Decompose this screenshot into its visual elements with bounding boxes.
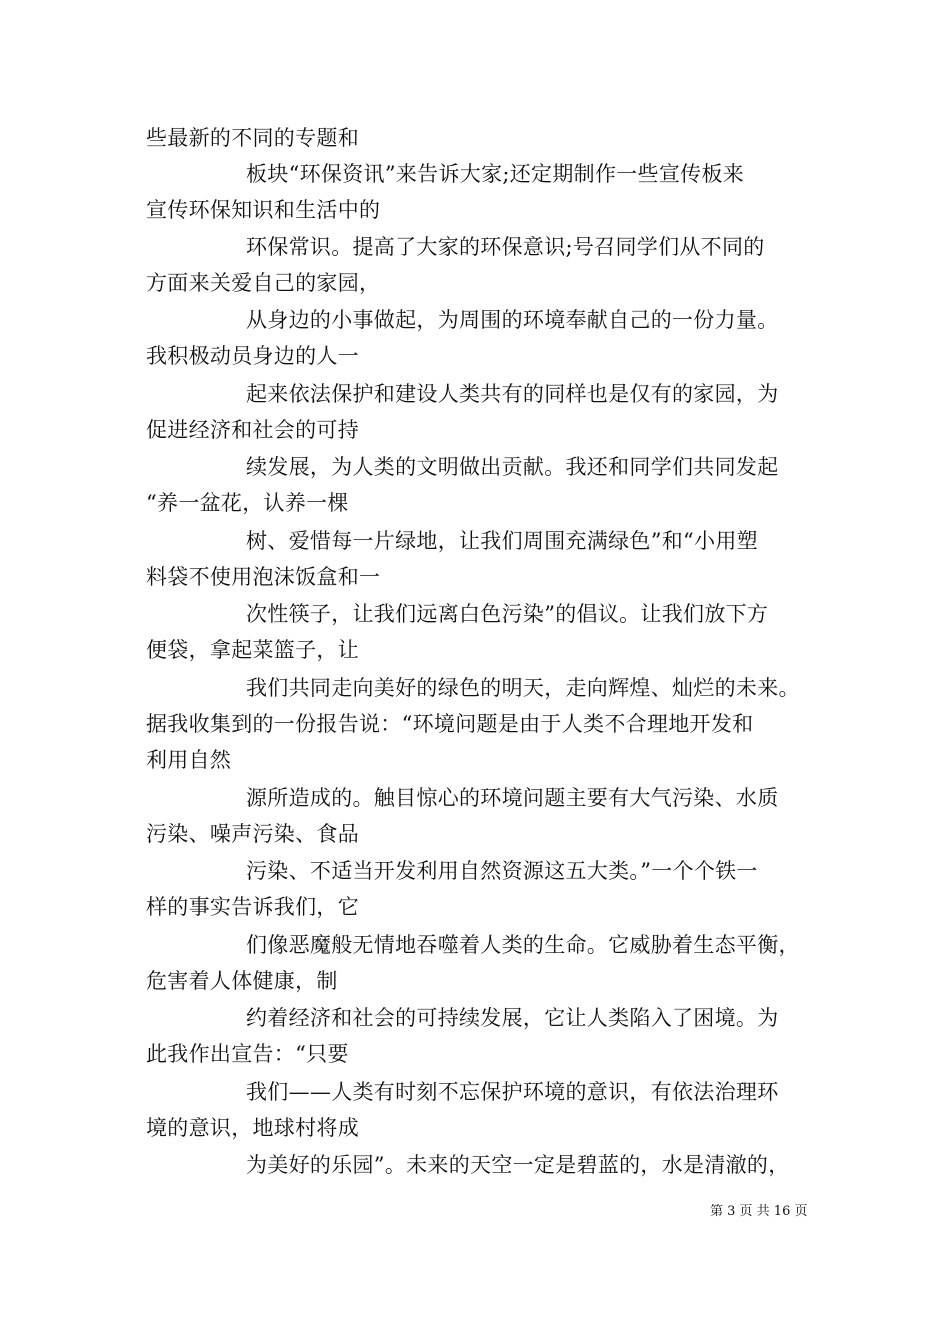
text-line: 污染、噪声污染、食品 [146,822,359,846]
text-line: 据我收集到的一份报告说：“环境问题是由于人类不合理地开发和 [146,712,754,736]
text-line: “养一盆花，认养一棵 [146,491,349,515]
text-line: 此我作出宣告：“只要 [146,1042,349,1066]
text-line: 为美好的乐园”。未来的天空一定是碧蓝的，水是清澈的， [246,1153,790,1177]
text-line: 环保常识。提高了大家的环保意识;号召同学们从不同的 [246,235,765,259]
page-number-footer: 第 3 页 共 16 页 [710,1204,808,1219]
text-line: 源所造成的。触目惊心的环境问题主要有大气污染、水质 [246,786,779,810]
text-line: 续发展，为人类的文明做出贡献。我还和同学们共同发起 [246,455,779,479]
text-line: 料袋不使用泡沫饭盒和一 [146,565,381,589]
text-line: 约着经济和社会的可持续发展，它让人类陷入了困境。为 [246,1006,779,1030]
text-line: 污染、不适当开发利用自然资源这五大类。”一个个铁一 [246,859,758,883]
text-line: 树、爱惜每一片绿地，让我们周围充满绿色”和“小用塑 [246,529,758,553]
text-line: 促进经济和社会的可持 [146,418,359,442]
text-line: 境的意识，地球村将成 [146,1116,359,1140]
text-line: 些最新的不同的专题和 [146,126,359,150]
text-line: 从身边的小事做起，为周围的环境奉献自己的一份力量。 [246,308,779,332]
text-line: 方面来关爱自己的家园， [146,271,381,295]
text-line: 利用自然 [146,748,232,772]
text-line: 我积极动员身边的人一 [146,344,359,368]
text-line: 我们——人类有时刻不忘保护环境的意识，有依法治理环 [246,1080,779,1104]
text-line: 宣传环保知识和生活中的 [146,198,381,222]
text-line: 我们共同走向美好的绿色的明天，走向辉煌、灿烂的未来。 [246,676,800,700]
text-line: 便袋，拿起菜篮子，让 [146,638,359,662]
text-line: 样的事实告诉我们，它 [146,895,359,919]
text-line: 板块“环保资讯”来告诉大家;还定期制作一些宣传板来 [246,162,745,186]
text-line: 危害着人体健康，制 [146,969,338,993]
text-line: 们像恶魔般无情地吞噬着人类的生命。它威胁着生态平衡， [246,933,800,957]
text-line: 起来依法保护和建设人类共有的同样也是仅有的家园，为 [246,382,779,406]
text-line: 次性筷子，让我们远离白色污染”的倡议。让我们放下方 [246,602,769,626]
